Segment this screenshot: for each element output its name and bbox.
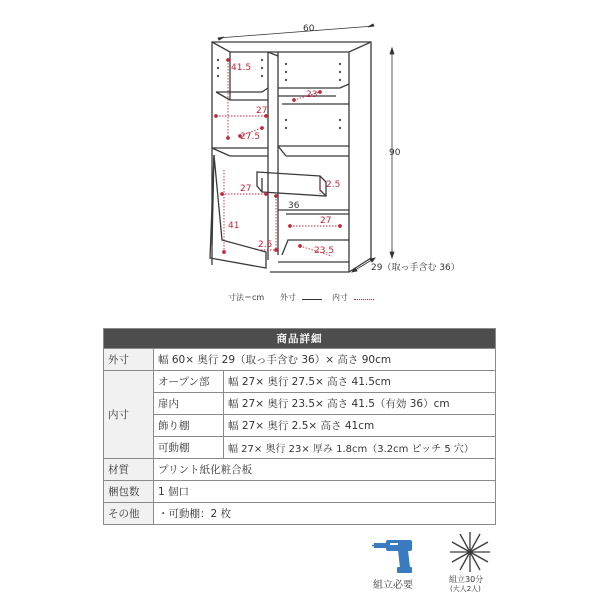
legend-unit: 寸法＝cm xyxy=(228,293,265,302)
assembly-people-label: (大人2人) xyxy=(450,585,481,593)
legend-outer: 外寸 xyxy=(280,293,296,302)
assembly-required-label: 組立必要 xyxy=(373,580,413,591)
table-row xyxy=(104,415,496,437)
deco-value: 幅 27× 奥行 2.5× 高さ 41cm xyxy=(224,415,496,437)
package-label: 梱包数 xyxy=(104,481,154,503)
package-value: 1 個口 xyxy=(154,481,496,503)
table-title: 商品詳細 xyxy=(104,329,496,349)
dim-open-height: 41.5 xyxy=(231,63,252,73)
dim-door-width: 27 xyxy=(240,184,252,194)
table-row xyxy=(104,503,496,525)
dim-inner-width: 27 xyxy=(320,216,332,226)
dim-door-open: 36 xyxy=(288,201,300,211)
shelf-value: 幅 27× 奥行 23× 厚み 1.8cm（3.2cm ピッチ 5 穴） xyxy=(224,437,496,459)
dim-door-depth: 2.5 xyxy=(258,240,273,250)
legend-outer-line xyxy=(302,299,322,300)
legend-inner: 内寸 xyxy=(332,293,348,302)
dim-width: 60 xyxy=(303,24,315,34)
assembly-badges xyxy=(0,530,600,600)
dimension-legend xyxy=(228,292,428,308)
other-label: その他 xyxy=(104,503,154,525)
table-row xyxy=(104,437,496,459)
dim-open-depth: 27.5 xyxy=(240,132,261,142)
table-row xyxy=(104,349,496,371)
other-value: ・可動棚：2 枚 xyxy=(154,503,496,525)
material-label: 材質 xyxy=(104,459,154,481)
open-label: オープン部 xyxy=(154,371,224,393)
material-value: プリント紙化粧合板 xyxy=(154,459,496,481)
outer-label: 外寸 xyxy=(104,349,154,371)
time-burst-icon xyxy=(448,530,492,574)
dim-door-height: 41 xyxy=(228,221,240,231)
open-value: 幅 27× 奥行 27.5× 高さ 41.5cm xyxy=(224,371,496,393)
dim-height: 90 xyxy=(389,148,401,158)
shelf-label: 可動棚 xyxy=(154,437,224,459)
table-row xyxy=(104,371,496,393)
dim-shelf-depth: 23 xyxy=(306,90,318,100)
product-detail-table xyxy=(103,328,496,525)
dim-inner-depth: 23.5 xyxy=(314,246,335,256)
table-row xyxy=(104,481,496,503)
deco-label: 飾り棚 xyxy=(154,415,224,437)
assembly-time-label: 組立30分 xyxy=(449,575,484,584)
table-row xyxy=(104,459,496,481)
cabinet-outline xyxy=(212,42,371,272)
table-row xyxy=(104,393,496,415)
outer-value: 幅 60× 奥行 29（取っ手含む 36）× 高さ 90cm xyxy=(154,349,496,371)
inner-label: 内寸 xyxy=(104,371,154,459)
drill-icon xyxy=(372,536,426,576)
dim-drawer-height: 2.5 xyxy=(326,180,341,190)
door-label: 扉内 xyxy=(154,393,224,415)
legend-inner-line xyxy=(354,299,374,300)
dim-open-width: 27 xyxy=(256,106,268,116)
dim-depth: 29（取っ手含む 36） xyxy=(371,263,460,273)
door-value: 幅 27× 奥行 23.5× 高さ 41.5（有効 36）cm xyxy=(224,393,496,415)
